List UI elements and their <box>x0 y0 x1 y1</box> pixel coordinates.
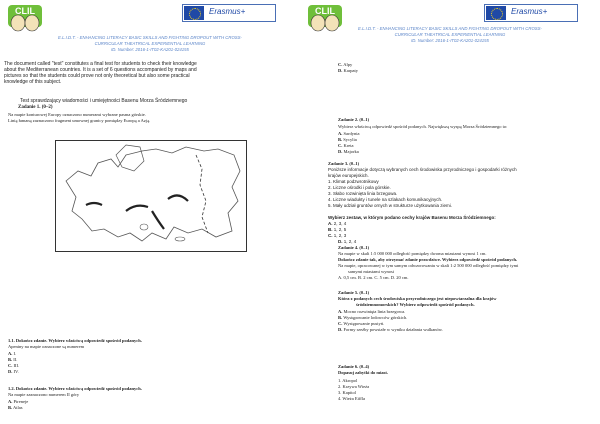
task6-item: 3. Kapitol <box>338 390 356 395</box>
mountain-range-ii <box>126 206 148 211</box>
task2-title: Zadanie 2. (0–1) <box>338 117 370 122</box>
task4-line: Na mapie, opracowanej w tym samym odwzorowaniu w skali 1:2 500 000 odległość pomiędzy tymi <box>338 263 519 268</box>
task3-option: B. 1, 2, 5 <box>328 227 347 232</box>
q12-option: A. Pireneje <box>8 399 29 404</box>
task3-prompt: Poniższe informacje dotyczą wybranych cech środowiska przyrodniczego i gospodarki różnych <box>328 167 517 172</box>
mountain-range-iv <box>168 195 188 201</box>
task2-prompt: Wybierz właściwą odpowiedź spośród podanych. Największą wyspą Morza Śródziemnego to: <box>338 124 508 129</box>
svg-text:CLIL: CLIL <box>315 6 335 16</box>
right-page <box>300 0 600 424</box>
q11-prompt: Apeniny na mapie oznaczone są numerem <box>8 344 85 349</box>
task2-option: D. Majorka <box>338 149 359 154</box>
task3-option: D. 1, 2, 4 <box>338 239 357 244</box>
cont-option: C. Alpy <box>338 62 353 67</box>
task1-line: Na mapie konturowej Europy oznaczono numerami wybrane pasma górskie. <box>8 112 146 117</box>
task6-item: 2. Krzywa Wieża <box>338 384 370 389</box>
task6-prompt: Dopasuj zabytki do miast. <box>338 370 389 375</box>
clil-logo-icon <box>6 3 44 33</box>
task3-item: 3. Słabo rozwinięta linia brzegowa. <box>328 191 398 196</box>
erasmus-logo <box>182 4 276 22</box>
task3-item: 4. Liczne wiadukty i tunele na szlakach komunikacyjnych. <box>328 197 443 202</box>
task6-item: 1. Akropol <box>338 378 358 383</box>
intro-line: pictures so that the students could prove not only theoretical but also some practical <box>4 73 190 79</box>
q11-option: C. III. <box>8 363 20 368</box>
intro-line: The document called "test" constitutes a final test for students to check their knowledge <box>4 61 197 67</box>
island-shape <box>175 237 185 241</box>
task3-item: 5. Mały udział gruntów ornych w strukturze użytkowania ziemi. <box>328 203 453 208</box>
svg-text:CLIL: CLIL <box>15 6 35 16</box>
project-line: CURRICULAR THEATRICAL EXPERIENTIAL LEARNING <box>94 41 206 46</box>
task3-prompt: krajów europejskich. <box>328 173 369 178</box>
scandinavia-outline <box>116 145 144 171</box>
task3-title: Zadanie 3. (0–1) <box>328 161 360 166</box>
intro-line: knowledge of this subject. <box>4 79 62 85</box>
europe-asia-border-line <box>196 155 208 233</box>
eu-flag-icon <box>184 6 204 20</box>
project-line: CURRICULAR THEATRICAL EXPERIENTIAL LEARNING <box>394 32 506 37</box>
q11-option: B. II. <box>8 357 18 362</box>
project-line: ID. Number: 2016-1-IT02-KA201-024155 <box>111 47 189 52</box>
project-line: ID. Number: 2016-1-IT02-KA201-024155 <box>411 38 489 43</box>
erasmus-label: Erasmus+ <box>209 7 246 16</box>
q11-title: 1.1. Dokończ zdanie. Wybierz właściwą odpowiedź spośród podanych. <box>8 338 142 343</box>
task4-title: Zadanie 4. (0–1) <box>338 245 370 250</box>
europe-contour-map <box>55 140 247 252</box>
project-header <box>320 26 580 44</box>
test-title: Test sprawdzający wiadomości i umiejętności Basenu Morza Śródziemnego <box>20 98 188 104</box>
intro-line: about the Mediterranean countries. It is a set of 6 questions accompanied by maps and <box>4 67 197 73</box>
task3-option: A. 2, 3, 4 <box>328 221 347 226</box>
task5-title: Zadanie 5. (0–1) <box>338 290 370 295</box>
q12-prompt: Na mapie zaznaczono numerem II góry <box>8 392 80 397</box>
task2-option: B. Sycylia <box>338 137 357 142</box>
task4-line: Na mapie w skali 1:5 000 000 odległość pomiędzy dwoma miastami wynosi 1 cm. <box>338 251 487 256</box>
task5-option: C. Występowanie pustyń. <box>338 321 385 326</box>
project-line: E.L.I.D.T. - ENHANCING LITERACY BASIC SKILLS AND FIGHTING DROPOUT WITH CROSS- <box>58 35 242 40</box>
task5-option: B. Występowanie lodowców górskich. <box>338 315 408 320</box>
erasmus-logo <box>484 4 578 22</box>
task5-option: D. Formy rzeźby powstałe w wyniku działania wulkanów. <box>338 327 443 332</box>
task1-line: Linią łamaną zaznaczono fragment umownej granicy pomiędzy Europą a Azją. <box>8 118 151 123</box>
task5-line: śródziemnomorskich? Wybierz odpowiedź spośród podanych. <box>356 302 475 307</box>
task5-line: Która z podanych cech środowiska przyrodniczego jest niepowtarzalna dla krajów <box>338 296 497 301</box>
task4-line: samymi miastami wynosi <box>348 269 394 274</box>
task3-item: 2. Liczne ośrodki i pola górskie. <box>328 185 391 190</box>
erasmus-label: Erasmus+ <box>511 7 548 16</box>
task3-question: Wybierz zestaw, w którym podano cechy krajów Basenu Morza Śródziemnego: <box>328 215 496 220</box>
q12-title: 1.2. Dokończ zdanie. Wybierz właściwą odpowiedź spośród podanych. <box>8 386 142 391</box>
cont-option: D. Karpaty <box>338 68 358 73</box>
mountain-range-iii <box>152 211 164 229</box>
task4-line: Dokończ zdanie tak, aby otrzymać zdanie prawdziwe. Wybierz odpowiedź spośród podanych. <box>338 257 518 262</box>
task1-title: Zadanie 1. (0–2) <box>18 105 53 110</box>
task2-option: C. Kreta <box>338 143 354 148</box>
task2-option: A. Sardynia <box>338 131 360 136</box>
eu-flag-icon <box>486 6 506 20</box>
q11-option: A. I. <box>8 351 17 356</box>
island-shape <box>140 224 148 230</box>
task6-title: Zadanie 6. (0–4) <box>338 364 370 369</box>
project-line: E.L.I.D.T. - ENHANCING LITERACY BASIC SKILLS AND FIGHTING DROPOUT WITH CROSS- <box>358 26 542 31</box>
task3-item: 1. Klimat podzwrotnikowy <box>328 179 379 184</box>
q12-option: B. Atlas <box>8 405 23 410</box>
mountain-range-i <box>86 203 102 205</box>
task6-item: 4. Wieża Eiffla <box>338 396 366 401</box>
task5-option: A. Mocno rozwinięta linia brzegowa. <box>338 309 406 314</box>
q11-option: D. IV. <box>8 369 19 374</box>
task3-option: C. 1, 2, 3 <box>328 233 347 238</box>
task4-answers: A. 0,5 cm. B. 2 cm. C. 5 cm. D. 20 cm. <box>338 275 409 280</box>
project-header <box>20 35 280 53</box>
europe-outline <box>66 147 240 241</box>
